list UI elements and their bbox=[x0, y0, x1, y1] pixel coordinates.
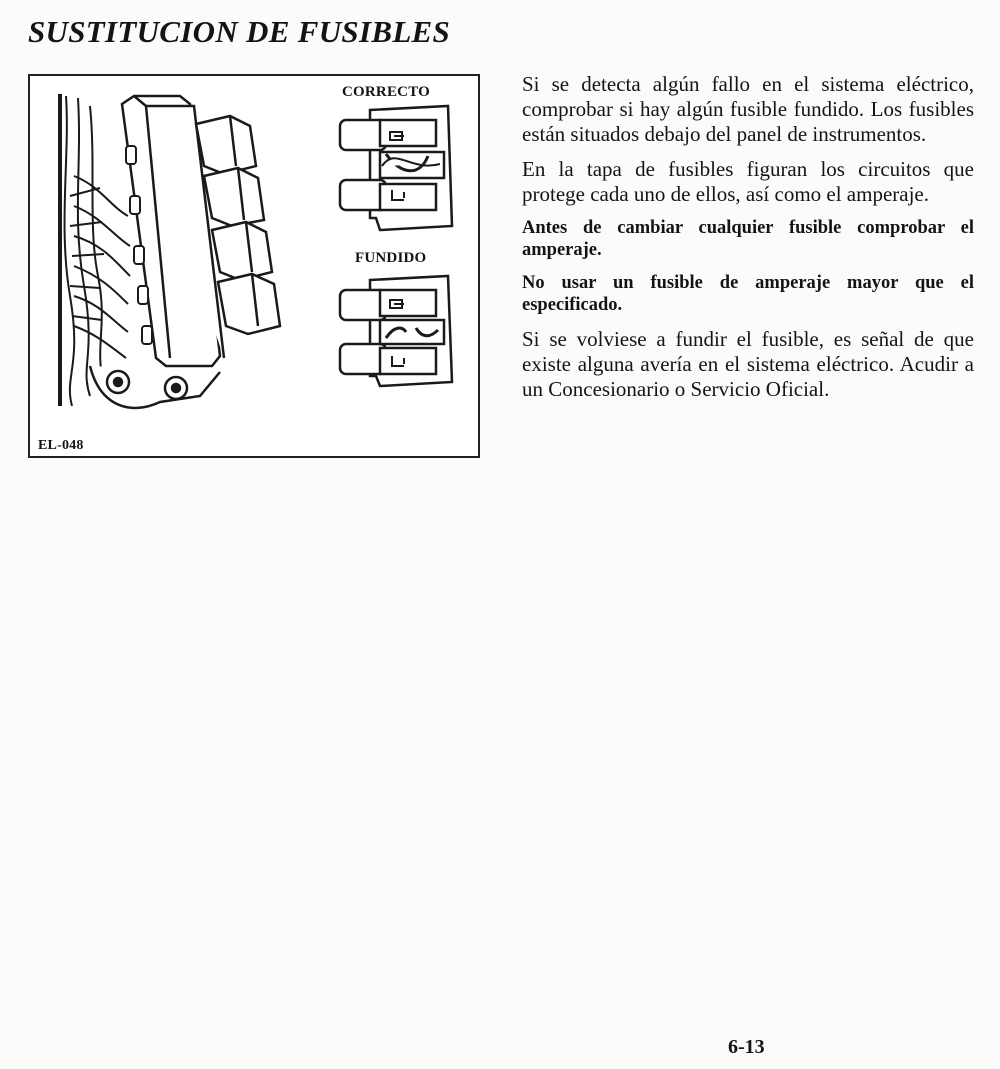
figure-code: EL-048 bbox=[38, 438, 84, 453]
paragraph: Si se detecta algún fallo en el sistema eléctrico, comprobar si hay algún fusible fundido. Los fusibles están situados debajo del panel de instrumentos. bbox=[522, 72, 974, 146]
page-title: SUSTITUCION DE FUSIBLES bbox=[28, 14, 451, 49]
paragraph: Si se volviese a fundir el fusible, es señal de que existe alguna avería en el sistema eléctrico. Acudir a un Concesionario o Servicio Oficial. bbox=[522, 327, 974, 401]
paragraph: En la tapa de fusibles figuran los circuitos que protege cada uno de ellos, así como el amperaje. bbox=[522, 157, 974, 206]
page-number: 6-13 bbox=[728, 1036, 765, 1058]
body-text bbox=[522, 72, 974, 412]
correct-fuse-label: CORRECTO bbox=[342, 84, 431, 100]
warning-text: Antes de cambiar cualquier fusible comprobar el amperaje. bbox=[522, 218, 974, 260]
fuse-figure bbox=[28, 74, 480, 458]
blown-fuse-label: FUNDIDO bbox=[355, 250, 427, 266]
warning-text: No usar un fusible de amperaje mayor que el especificado. bbox=[522, 273, 974, 315]
